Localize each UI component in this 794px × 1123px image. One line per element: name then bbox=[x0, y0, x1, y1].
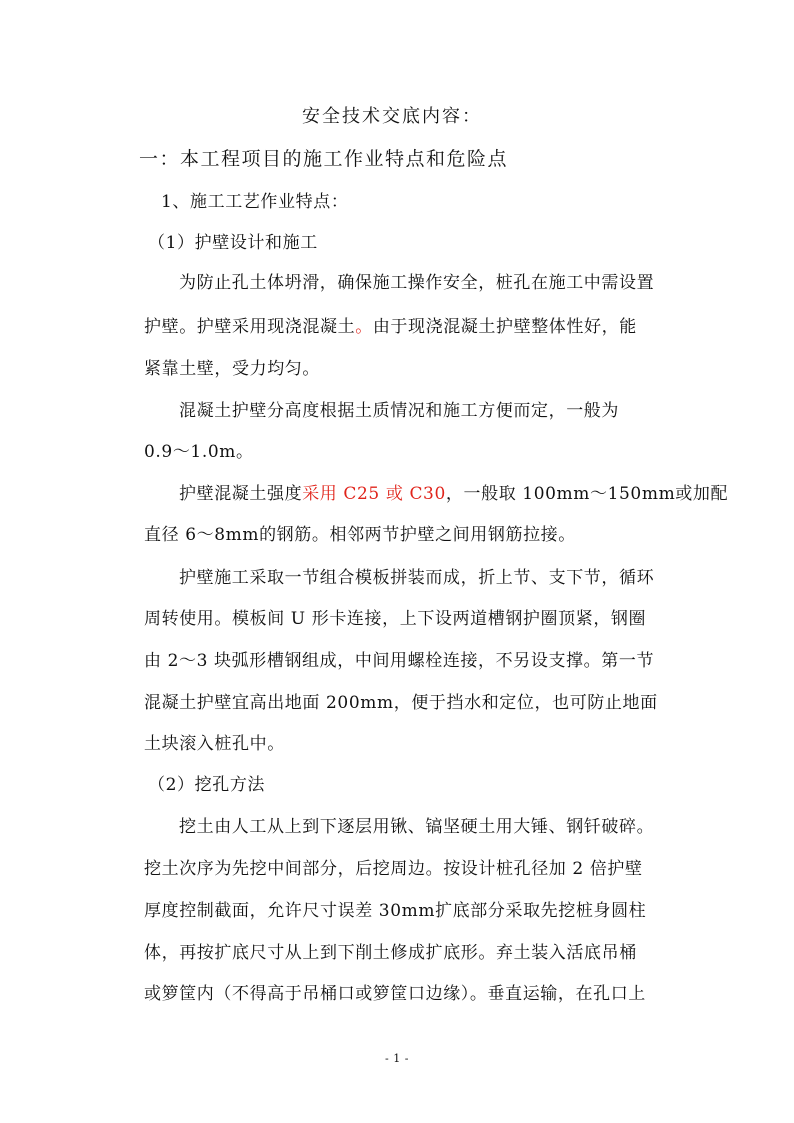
subsection-heading-protective-wall: （1）护壁设计和施工 bbox=[148, 233, 318, 253]
paragraph-line: 紧靠土壁，受力均匀。 bbox=[144, 359, 320, 379]
page-title: 安全技术交底内容： bbox=[302, 106, 482, 127]
paragraph-line: 或箩筐内（不得高于吊桶口或箩筐口边缘）。垂直运输，在孔口上 bbox=[144, 984, 646, 1004]
paragraph-line: 护壁施工采取一节组合模板拼装而成，折上节、支下节，循环 bbox=[179, 568, 655, 588]
paragraph-line: 由 2～3 块弧形槽钢组成，中间用螺栓连接，不另设支撑。第一节 bbox=[144, 651, 655, 671]
paragraph-line: 直径 6～8mm的钢筋。相邻两节护壁之间用钢筋拉接。 bbox=[144, 525, 576, 545]
section-heading: 一：本工程项目的施工作业特点和危险点 bbox=[139, 148, 509, 170]
paragraph-line: 0.9～1.0m。 bbox=[144, 442, 254, 462]
paragraph-line: 为防止孔土体坍滑，确保施工操作安全，桩孔在施工中需设置 bbox=[179, 273, 655, 293]
text-span: ，一般取 100mm～150mm或加配 bbox=[445, 484, 729, 504]
paragraph-line bbox=[144, 316, 637, 338]
text-span: 护壁混凝土强度 bbox=[179, 484, 303, 504]
paragraph-line bbox=[179, 483, 728, 505]
subsection-heading-digging-method: （2）挖孔方法 bbox=[148, 775, 266, 795]
paragraph-line: 厚度控制截面，允许尺寸误差 30mm扩底部分采取先挖桩身圆柱 bbox=[144, 901, 647, 921]
highlighted-text: 采用 C25 或 C30 bbox=[302, 484, 446, 504]
page-number: - 1 - bbox=[385, 1052, 409, 1065]
paragraph-line: 挖土由人工从上到下逐层用锹、镐坚硬土用大锤、钢钎破碎。 bbox=[179, 817, 655, 837]
paragraph-line: 混凝土护壁分高度根据土质情况和施工方便而定，一般为 bbox=[179, 401, 619, 421]
paragraph-line: 混凝土护壁宜高出地面 200mm，便于挡水和定位，也可防止地面 bbox=[144, 693, 658, 713]
red-period: 。 bbox=[355, 317, 373, 337]
text-span: 护壁。护壁采用现浇混凝土 bbox=[144, 317, 356, 337]
paragraph-line: 体，再按扩底尺寸从上到下削土修成扩底形。弃土装入活底吊桶 bbox=[144, 943, 637, 963]
text-span: 由于现浇混凝土护壁整体性好，能 bbox=[372, 317, 637, 337]
paragraph-line: 土块滚入桩孔中。 bbox=[144, 734, 285, 754]
subsection-heading: 1、施工工艺作业特点： bbox=[161, 192, 349, 212]
paragraph-line: 挖土次序为先挖中间部分，后挖周边。按设计桩孔径加 2 倍护壁 bbox=[144, 859, 643, 879]
paragraph-line: 周转使用。模板间 U 形卡连接，上下设两道槽钢护圈顶紧，钢圈 bbox=[144, 609, 647, 629]
